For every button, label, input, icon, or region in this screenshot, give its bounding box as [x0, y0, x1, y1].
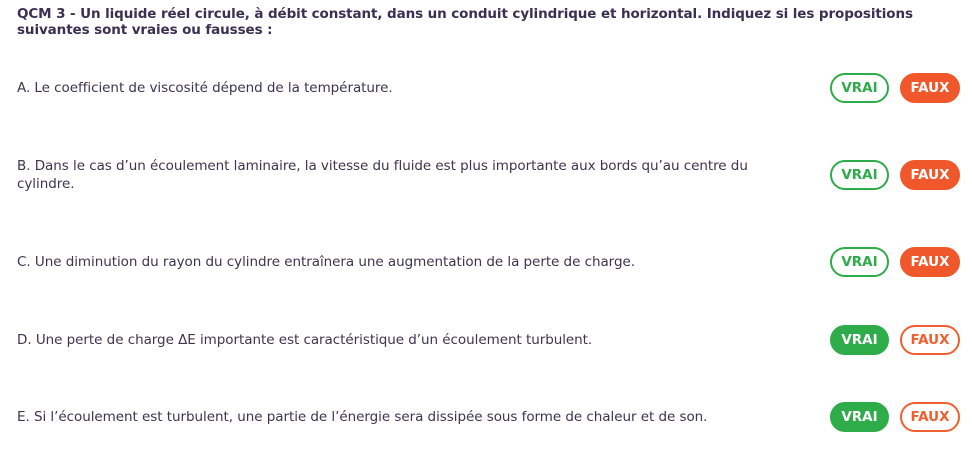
proposition-a-faux-button[interactable]: FAUX [900, 73, 960, 103]
proposition-e-faux-button[interactable]: FAUX [900, 402, 960, 432]
proposition-c-faux-button[interactable]: FAUX [900, 247, 960, 277]
proposition-b-faux-button[interactable]: FAUX [900, 160, 960, 190]
question-title: QCM 3 - Un liquide réel circule, à débit constant, dans un conduit cylindrique et horizontal. Indiquez si les propositions suivantes sont vraies ou fausses : [17, 6, 913, 38]
proposition-e-text: E. Si l’écoulement est turbulent, une partie de l’énergie sera dissipée sous forme de chaleur et de son. [17, 409, 708, 425]
proposition-d-vrai-button[interactable]: VRAI [830, 325, 889, 355]
proposition-c-text: C. Une diminution du rayon du cylindre entraînera une augmentation de la perte de charge. [17, 254, 635, 270]
proposition-b-text: B. Dans le cas d’un écoulement laminaire, la vitesse du fluide est plus importante aux bords qu’au centre du cylindre. [17, 158, 748, 192]
proposition-b-vrai-button[interactable]: VRAI [830, 160, 889, 190]
proposition-d-text: D. Une perte de charge ΔE importante est caractéristique d’un écoulement turbulent. [17, 332, 593, 348]
proposition-c-vrai-button[interactable]: VRAI [830, 247, 889, 277]
proposition-d-faux-button[interactable]: FAUX [900, 325, 960, 355]
proposition-a-vrai-button[interactable]: VRAI [830, 73, 889, 103]
proposition-a-text: A. Le coefficient de viscosité dépend de la température. [17, 80, 393, 96]
proposition-e-vrai-button[interactable]: VRAI [830, 402, 889, 432]
